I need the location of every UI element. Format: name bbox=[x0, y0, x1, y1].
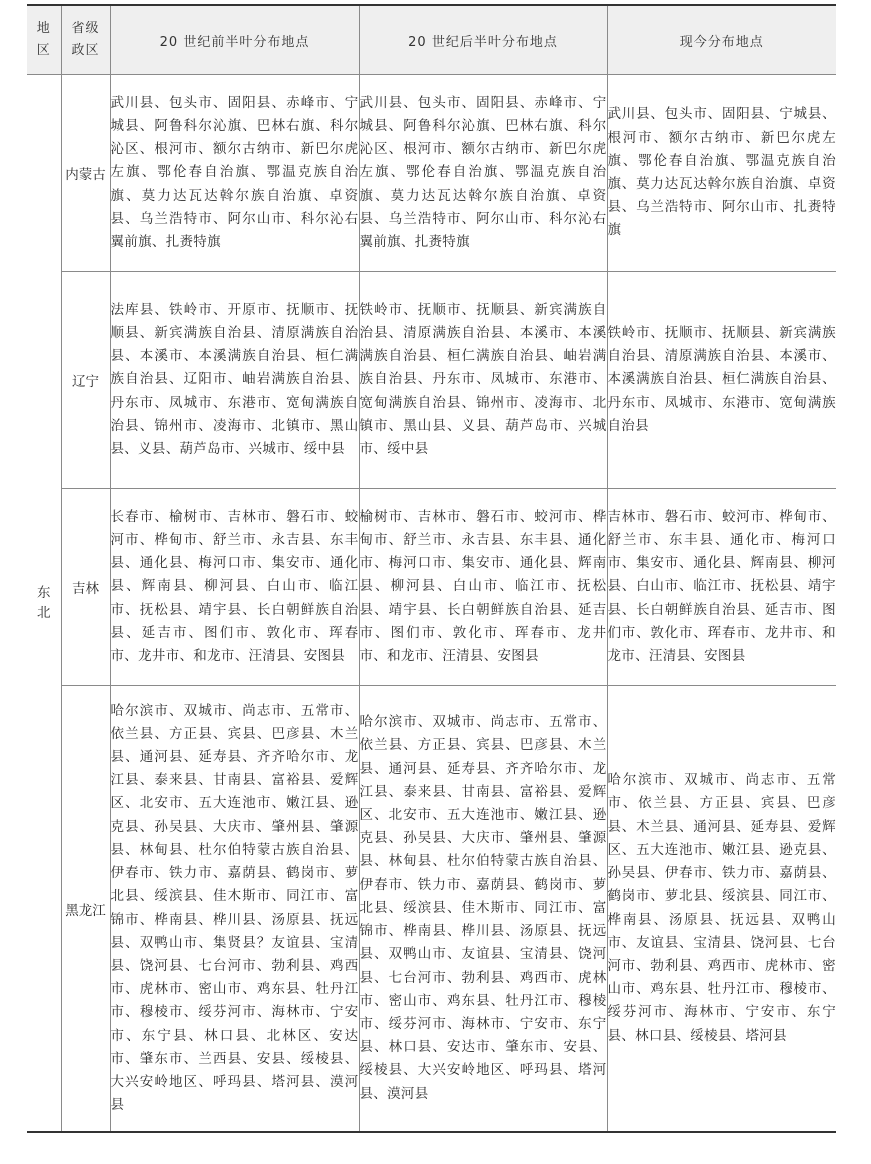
province-cell: 黑龙江 bbox=[61, 686, 110, 1133]
current-locations-cell: 铁岭市、抚顺市、抚顺县、新宾满族自治县、清原满族自治县、本溪市、本溪满族自治县、桓仁满族自治县、丹东市、凤城市、东港市、宽甸满族自治县 bbox=[607, 272, 836, 489]
table-row bbox=[27, 489, 836, 686]
table-header bbox=[27, 5, 836, 75]
table-row bbox=[27, 272, 836, 489]
header-late-20th: 20 世纪后半叶分布地点 bbox=[359, 5, 607, 75]
header-region: 地区 bbox=[27, 5, 61, 75]
early-locations-cell: 哈尔滨市、双城市、尚志市、五常市、依兰县、方正县、宾县、巴彦县、木兰县、通河县、延寿县、齐齐哈尔市、龙江县、泰来县、甘南县、富裕县、爱辉区、北安市、五大连池市、嫩江县、逊克县、孙吴县、大庆市、肇州县、肇源县、林甸县、杜尔伯特蒙古族自治县、伊春市、铁力市、嘉荫县、鹤岗市、萝北县、绥滨县、佳木斯市、同江市、富锦市、桦南县、桦川县、汤原县、抚远县、双鸭山市、集贤县？友谊县、宝清县、饶河县、七台河市、勃利县、鸡西市、虎林市、密山市、鸡东县、牡丹江市、穆棱市、绥芬河市、海林市、宁安市、东宁县、林口县、北林区、安达市、肇东市、兰西县、安县、绥棱县、大兴安岭地区、呼玛县、塔河县、漠河县 bbox=[110, 686, 359, 1133]
late-locations-cell: 榆树市、吉林市、磐石市、蛟河市、桦甸市、舒兰市、永吉县、东丰县、通化市、梅河口市、集安市、通化县、辉南县、柳河县、白山市、临江市、抚松县、靖宇县、长白朝鲜族自治县、延吉市、图们市、敦化市、珲春市、龙井市、和龙市、汪清县、安图县 bbox=[359, 489, 607, 686]
early-locations-cell: 长春市、榆树市、吉林市、磐石市、蛟河市、桦甸市、舒兰市、永吉县、东丰县、通化县、梅河口市、集安市、通化县、辉南县、柳河县、白山市、临江市、抚松县、靖宇县、长白朝鲜族自治县、延吉市、图们市、敦化市、珲春市、龙井市、和龙市、汪清县、安图县 bbox=[110, 489, 359, 686]
table-row bbox=[27, 686, 836, 1133]
header-current: 现今分布地点 bbox=[607, 5, 836, 75]
distribution-table bbox=[27, 4, 836, 1133]
late-locations-cell: 哈尔滨市、双城市、尚志市、五常市、依兰县、方正县、宾县、巴彦县、木兰县、通河县、延寿县、齐齐哈尔市、龙江县、泰来县、甘南县、富裕县、爱辉区、北安市、五大连池市、嫩江县、逊克县、孙吴县、大庆市、肇州县、肇源县、林甸县、杜尔伯特蒙古族自治县、伊春市、铁力市、嘉荫县、鹤岗市、萝北县、绥滨县、佳木斯市、同江市、富锦市、桦南县、桦川县、汤原县、抚远县、双鸭山市、友谊县、宝清县、饶河县、七台河市、勃利县、鸡西市、虎林市、密山市、鸡东县、牡丹江市、穆棱市、绥芬河市、海林市、宁安市、东宁县、林口县、安达市、肇东市、安县、绥棱县、大兴安岭地区、呼玛县、塔河县、漠河县 bbox=[359, 686, 607, 1133]
late-locations-cell: 铁岭市、抚顺市、抚顺县、新宾满族自治县、清原满族自治县、本溪市、本溪满族自治县、桓仁满族自治县、岫岩满族自治县、丹东市、凤城市、东港市、宽甸满族自治县、锦州市、凌海市、北镇市、黑山县、义县、葫芦岛市、兴城市、绥中县 bbox=[359, 272, 607, 489]
province-cell: 辽宁 bbox=[61, 272, 110, 489]
current-locations-cell: 哈尔滨市、双城市、尚志市、五常市、依兰县、方正县、宾县、巴彦县、木兰县、通河县、延寿县、爱辉区、五大连池市、嫩江县、逊克县、孙吴县、伊春市、铁力市、嘉荫县、鹤岗市、萝北县、绥滨县、同江市、桦南县、汤原县、抚远县、双鸭山市、友谊县、宝清县、饶河县、七台河市、勃利县、鸡西市、虎林市、密山市、鸡东县、牡丹江市、穆棱市、绥芬河市、海林市、宁安市、东宁县、林口县、绥棱县、塔河县 bbox=[607, 686, 836, 1133]
region-name: 东北 bbox=[37, 585, 51, 621]
table-row bbox=[27, 75, 836, 272]
early-locations-cell: 武川县、包头市、固阳县、赤峰市、宁城县、阿鲁科尔沁旗、巴林右旗、科尔沁区、根河市、额尔古纳市、新巴尔虎左旗、鄂伦春自治旗、鄂温克族自治旗、莫力达瓦达斡尔族自治旗、卓资县、乌兰浩特市、阿尔山市、科尔沁右翼前旗、扎赉特旗 bbox=[110, 75, 359, 272]
province-cell: 内蒙古 bbox=[61, 75, 110, 272]
early-locations-cell: 法库县、铁岭市、开原市、抚顺市、抚顺县、新宾满族自治县、清原满族自治县、本溪市、本溪满族自治县、桓仁满族自治县、辽阳市、岫岩满族自治县、丹东市、凤城市、东港市、宽甸满族自治县、锦州市、凌海市、北镇市、黑山县、义县、葫芦岛市、兴城市、绥中县 bbox=[110, 272, 359, 489]
header-early-20th: 20 世纪前半叶分布地点 bbox=[110, 5, 359, 75]
current-locations-cell: 武川县、包头市、固阳县、宁城县、根河市、额尔古纳市、新巴尔虎左旗、鄂伦春自治旗、鄂温克族自治旗、莫力达瓦达斡尔族自治旗、卓资县、乌兰浩特市、阿尔山市、扎赉特旗 bbox=[607, 75, 836, 272]
region-cell bbox=[27, 75, 61, 1133]
current-locations-cell: 吉林市、磐石市、蛟河市、桦甸市、舒兰市、东丰县、通化市、梅河口市、集安市、通化县、辉南县、柳河县、白山市、临江市、抚松县、靖宇县、长白朝鲜族自治县、延吉市、图们市、敦化市、珲春市、龙井市、和龙市、汪清县、安图县 bbox=[607, 489, 836, 686]
header-province: 省级政区 bbox=[61, 5, 110, 75]
province-cell: 吉林 bbox=[61, 489, 110, 686]
late-locations-cell: 武川县、包头市、固阳县、赤峰市、宁城县、阿鲁科尔沁旗、巴林右旗、科尔沁区、根河市、额尔古纳市、新巴尔虎左旗、鄂伦春自治旗、鄂温克族自治旗、莫力达瓦达斡尔族自治旗、卓资县、乌兰浩特市、阿尔山市、科尔沁右翼前旗、扎赉特旗 bbox=[359, 75, 607, 272]
